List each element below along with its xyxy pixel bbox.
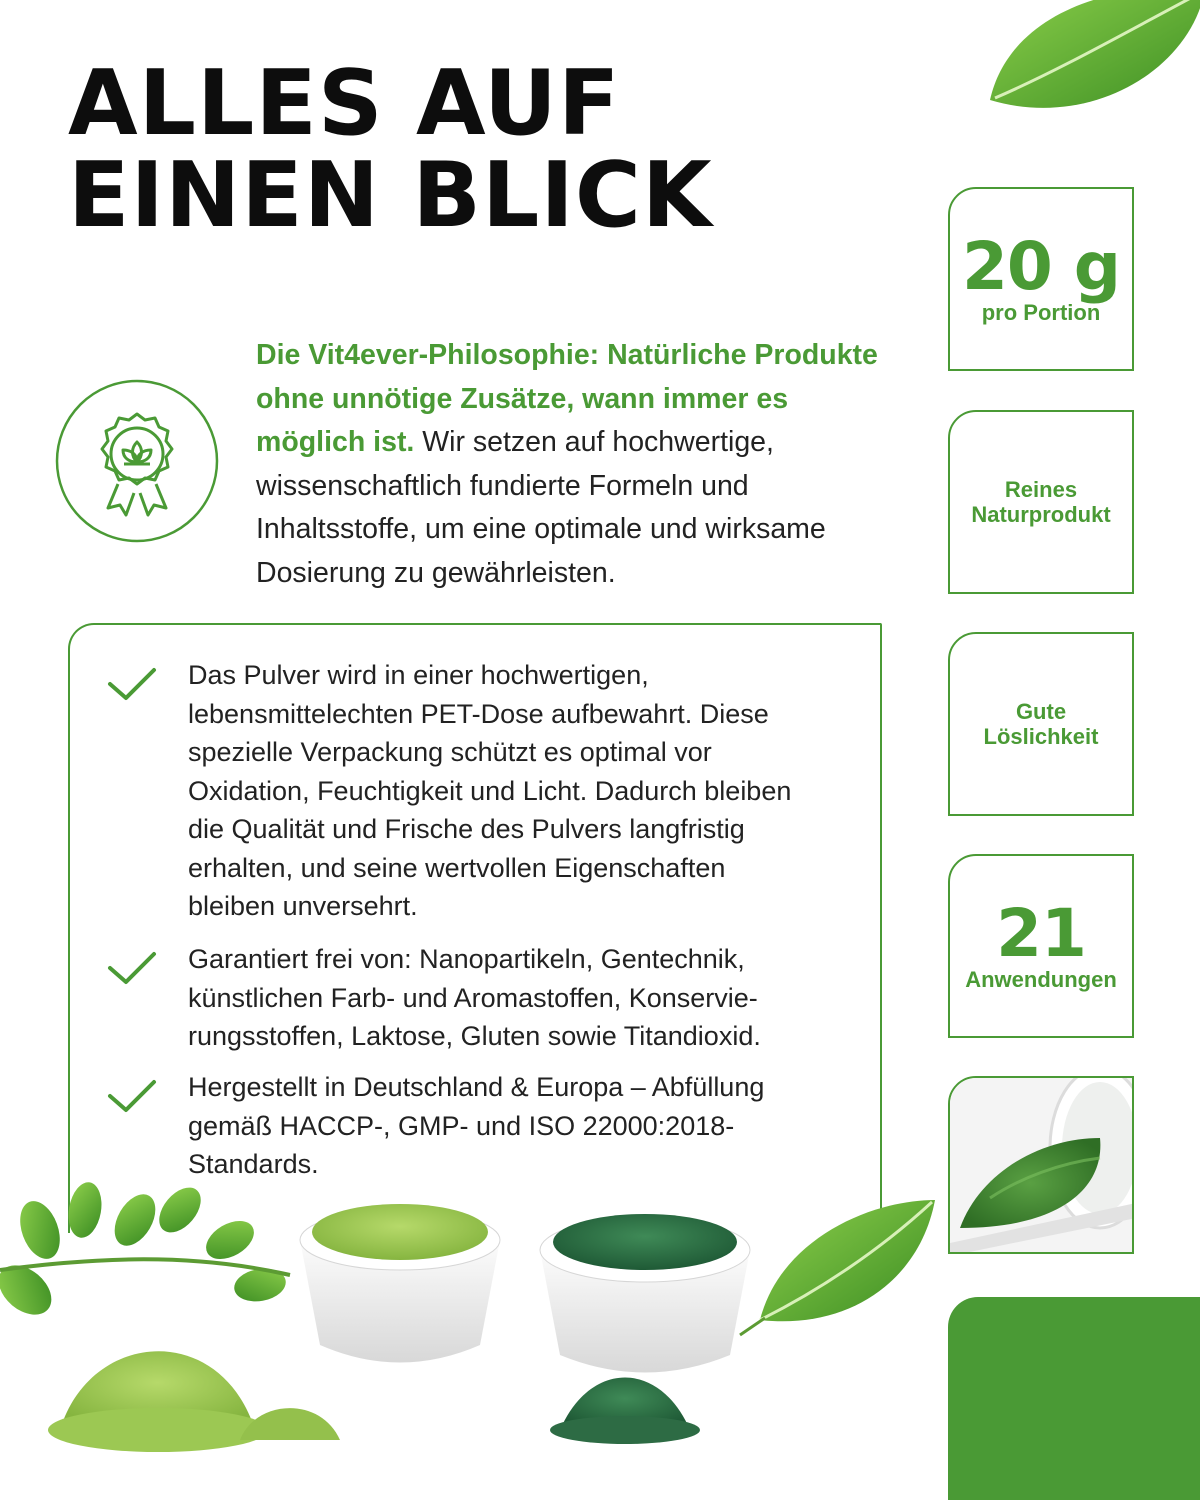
powder-jar-photo bbox=[948, 1076, 1134, 1254]
badge-portion bbox=[948, 187, 1134, 371]
benefit-text-2: Garantiert frei von: Nanopartikeln, Gentechnik, künstlichen Farb- und Aromastoffen, Konservie-rungsstoffen, Laktose, Gluten sowie Titandioxid. bbox=[188, 944, 761, 1051]
badge-solubility-line-1: Gute bbox=[1015, 699, 1067, 724]
badge-natural bbox=[948, 410, 1134, 594]
benefit-text-1: Das Pulver wird in einer hochwertigen, lebensmittelechten PET-Dose aufbewahrt. Diese spezielle Verpackung schützt es optimal vor Oxidation, Feuchtigkeit und Licht. Dadurch bleiben die Qualität und Frische des Pulvers langfristig erhalten, und seine wertvollen Eigenschaften bleiben unversehrt. bbox=[188, 660, 792, 921]
benefit-item-2 bbox=[118, 940, 798, 1056]
intro-highlight: Die Vit4ever-Philosophie: Natürliche Produkte ohne unnötige Zusätze, wann immer es möglich ist. bbox=[256, 339, 878, 458]
badge-servings bbox=[948, 854, 1134, 1038]
badge-natural-line-1: Reines bbox=[1004, 477, 1078, 502]
badge-portion-value: 20 g bbox=[961, 227, 1121, 305]
benefit-item-1 bbox=[118, 656, 798, 926]
page-title bbox=[68, 51, 828, 248]
badge-natural-line-2: Naturprodukt bbox=[971, 502, 1111, 527]
badge-solubility-line-2: Löslichkeit bbox=[983, 724, 1099, 749]
check-icon bbox=[106, 664, 158, 704]
badge-solubility bbox=[948, 632, 1134, 816]
check-icon bbox=[106, 1076, 158, 1116]
benefit-item-3 bbox=[118, 1068, 798, 1184]
powder-bowls-illustration bbox=[0, 1180, 950, 1500]
powder-jar-illustration bbox=[950, 1078, 1134, 1254]
leaf-icon bbox=[970, 0, 1200, 140]
badge-servings-value: 21 bbox=[996, 894, 1086, 972]
intro-paragraph bbox=[256, 334, 896, 595]
intro-body: Wir setzen auf hochwertige, wissenschaftlich fundierte Formeln und Inhaltsstoffe, um eine optimale und wirksame Dosierung zu gewährleisten. bbox=[256, 426, 826, 589]
page-title-line-2: EINEN BLICK bbox=[68, 143, 713, 248]
benefit-text-3: Hergestellt in Deutschland & Europa – Abfüllung gemäß HACCP-, GMP- und ISO 22000:2018-Standards. bbox=[188, 1072, 765, 1179]
award-seal-icon bbox=[52, 376, 222, 546]
badge-servings-label: Anwendungen bbox=[965, 966, 1117, 992]
check-icon bbox=[106, 948, 158, 988]
green-accent-block bbox=[948, 1297, 1200, 1500]
badge-portion-label: pro Portion bbox=[981, 299, 1101, 325]
page-title-line-1: ALLES AUF bbox=[68, 51, 621, 156]
